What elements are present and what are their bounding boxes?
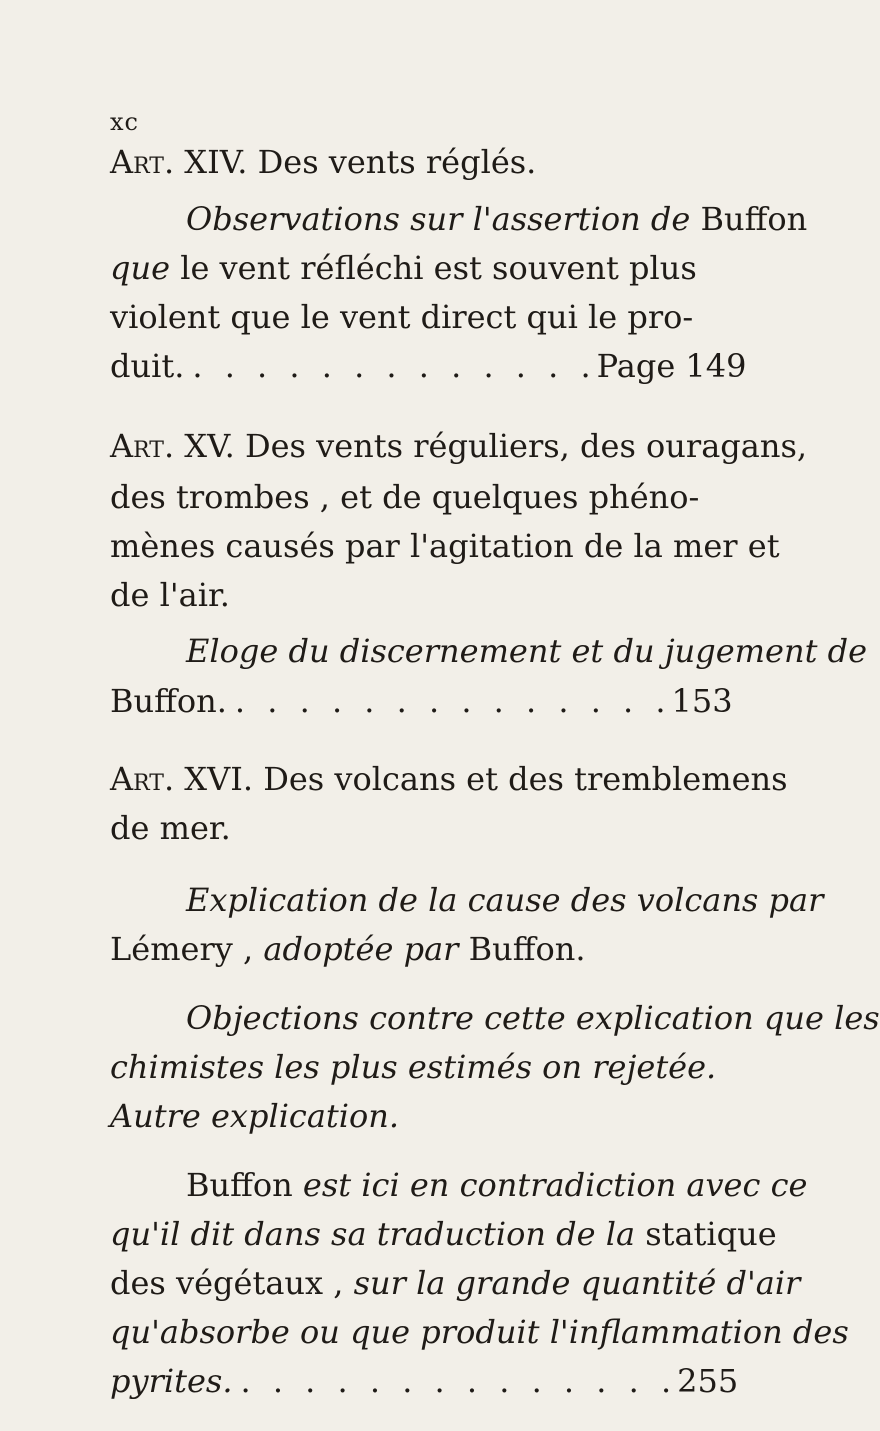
note-text: Buffon — [700, 200, 808, 238]
toc-leader-line — [110, 681, 733, 721]
page-ref: 255 — [677, 1362, 739, 1400]
article-title: Des vents réglés. — [257, 143, 537, 181]
page-ref: Page 149 — [596, 347, 747, 385]
note-line: Objections contre cette explication que les — [186, 999, 880, 1037]
article-title-line: de l'air. — [110, 576, 230, 614]
note-line: Explication de la cause des volcans par — [186, 881, 824, 919]
article-heading-xiv — [110, 142, 536, 182]
note-text: Lémery — [110, 930, 233, 968]
article-heading-xv — [110, 426, 807, 466]
note-text: statique — [635, 1215, 777, 1253]
note-text: qu'il dit dans sa traduction de la — [110, 1215, 636, 1253]
note-text: que — [110, 249, 181, 287]
page-number: xc — [110, 108, 139, 136]
note-line — [110, 1263, 800, 1303]
note-line — [110, 248, 697, 288]
leader-dots: . . . . . . . . . . . . . . — [234, 682, 672, 720]
toc-leader-line — [110, 346, 747, 386]
article-title: Des volcans et des tremblemens — [263, 760, 788, 798]
article-title-line: des trombes , et de quelques phéno- — [110, 478, 700, 516]
note-text: l'assertion de — [472, 200, 701, 238]
note-text: adoptée par — [263, 930, 459, 968]
note-text: , — [232, 930, 264, 968]
note-text: des végétaux , — [110, 1264, 354, 1302]
note-text: le vent réfléchi est souvent plus — [180, 249, 697, 287]
article-heading-xvi — [110, 759, 788, 799]
article-title-line: mènes causés par l'agitation de la mer et — [110, 527, 780, 565]
note-text: Buffon — [186, 1166, 293, 1204]
article-title-line: de mer. — [110, 809, 231, 847]
note-text: Buffon. — [458, 930, 586, 968]
note-line — [186, 199, 807, 239]
note-text: sur la grande quantité d'air — [353, 1264, 801, 1302]
article-label: Art. XVI. — [110, 760, 254, 798]
article-title: Des vents réguliers, des ouragans, — [244, 427, 808, 465]
note-text: pyrites. — [110, 1362, 233, 1400]
note-line: Autre explication. — [110, 1097, 400, 1135]
leader-dots: . . . . . . . . . . . . . . — [240, 1362, 678, 1400]
note-line: chimistes les plus estimés on rejetée. — [110, 1048, 717, 1086]
leader-dots: . . . . . . . . . . . . . — [192, 347, 597, 385]
note-line — [110, 1214, 777, 1254]
note-line: Eloge du discernement et du jugement de — [186, 632, 868, 670]
note-text: duit. — [110, 347, 185, 385]
note-text: Observations sur — [186, 200, 473, 238]
note-line — [186, 1165, 807, 1205]
page-ref: 153 — [671, 682, 733, 720]
toc-leader-line — [110, 1361, 739, 1401]
note-text: Buffon. — [110, 682, 227, 720]
article-label: Art. XIV. — [110, 143, 248, 181]
note-line: violent que le vent direct qui le pro- — [110, 298, 694, 336]
note-line: qu'absorbe ou que produit l'inflammation des — [110, 1313, 849, 1351]
note-text: est ici en contradiction avec ce — [292, 1166, 808, 1204]
article-label: Art. XV. — [110, 427, 235, 465]
note-line — [110, 929, 586, 969]
